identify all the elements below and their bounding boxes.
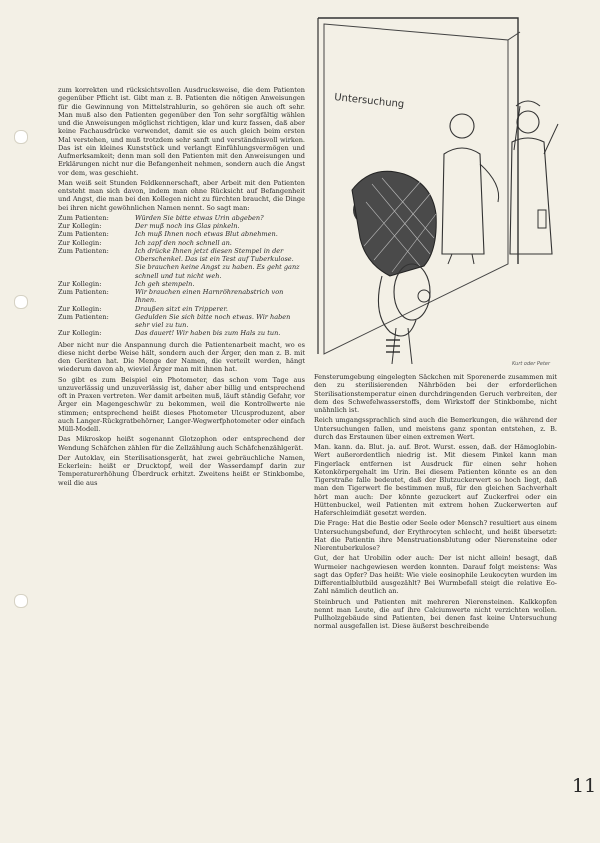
dialogue-text: Das dauert! Wir haben bis zum Hals zu tun. <box>135 329 281 338</box>
dialogue-speaker: Zum Patienten: <box>58 246 109 255</box>
paragraph: Der Autoklav, ein Sterilisationsgerät, hat zwei gebräuchliche Namen, Eckerlein: heißt er Drucktopf, weil der Wasserdampf darin zur Temperaturerhöhung Überdruck erhitzt. Zweitens heißt er Stinkbombe, weil die aus <box>58 453 305 487</box>
dialogue-row <box>58 280 305 288</box>
dialogue-row <box>58 214 305 222</box>
dialogue-text: Würden Sie bitte etwas Urin abgeben? <box>135 213 264 222</box>
paragraph: Gut, der hat Urobilin oder auch: Der ist nicht allein! besagt, daß Wurmeier nachgewiesen werden konnten. Darauf folgt meistens: Was sagt das Opfer? Das heißt: Wie viele eosinophile Leukocyten wurden im Differentialblutbild ausgezählt? Bei Wurmbefall steigt die relative Eo-Zahl nämlich deutlich an. <box>314 554 557 596</box>
dialogue-speaker: Zur Kollegin: <box>58 238 102 247</box>
dialogue-row <box>58 239 305 247</box>
dialogue-text: Ich drücke Ihnen jetzt diesen Stempel in der Oberschenkel. Das ist ein Test auf Tuberkulose. Sie brauchen keine Angst zu haben. Es geht ganz schnell und tut nicht weh. <box>135 246 300 280</box>
illustration-credit: Kurt oder Peter <box>512 361 551 367</box>
left-column <box>58 86 305 489</box>
paragraph: zum korrekten und rücksichtsvollen Ausdrucksweise, die dem Patienten gegenüber Pflicht ist. Gibt man z. B. Patienten die nötigen Anweisungen für die Gewinnung von Mittelstrahlurin, so gehören sie auch oft sehr. Man muß also den Patienten gegenüber den Ton sehr sorgfältig wählen und die Anweisungen möglichst richtigen, klar und kurz fassen, daß aber keine Fachausdrücke verwendet, damit sie es auch gleich beim ersten Mal verstehen, und muß trotzdem sehr sanft und verständnisvoll wirken. Das ist ein kleines Kunststück und verlangt Einfühlungsvermögen und Aufmerksamkeit; denn man soll den Patienten mit den Anweisungen und Erklärungen nicht nur die Befangenheit nehmen, sondern auch die Angst vor dem, was geschieht. <box>58 86 305 177</box>
dialogue-row <box>58 305 305 313</box>
dialogue-speaker: Zur Kollegin: <box>58 304 102 313</box>
dialogue-speaker: Zum Patienten: <box>58 230 109 239</box>
cartoon-illustration <box>312 14 560 370</box>
paragraph: Aber nicht nur die Anspannung durch die Patientenarbeit macht, wo es diese nicht derbe Weise hält, sondern auch der Ärger, den man z. B. mit den Geräten hat. Die Menge der Namen, die verteilt werden, hängt wiederum davon ab, wieviel Ärger man mit ihnen hat. <box>58 340 305 374</box>
dialogue-text: Gedulden Sie sich bitte noch etwas. Wir haben sehr viel zu tun. <box>135 312 291 329</box>
dialogue-row <box>58 313 305 330</box>
dialogue-row <box>58 230 305 238</box>
paragraph: Reich umgangssprachlich sind auch die Bemerkungen, die während der Untersuchungen fallen, und meistens ganz spontan entstehen, z. B. durch das Erstaunen über einen extremen Wert. <box>314 416 557 441</box>
dialogue-row <box>58 288 305 305</box>
dialogue-row <box>58 247 305 280</box>
punch-hole <box>14 130 28 144</box>
paragraph: Fensterumgebung eingelegten Säckchen mit Sporenerde zusammen mit den zu sterilisierenden Nährböden bei der erforderlichen Sterilisationstemperatur einen durchdringenden Geruch verbreiten, der dem des Schwefelwasserstoffs, dem Wirkstoff der Stinkbombe, nicht unähnlich ist. <box>314 373 557 414</box>
dialogue-speaker: Zum Patienten: <box>58 288 109 296</box>
cartoon-drawing <box>312 14 560 370</box>
paragraph: Das Mikroskop heißt sogenannt Glotzophon oder entsprechend der Wendung Schäfchen zählen für die Zellzählung auch Schäfchenzählgerät. <box>58 435 305 452</box>
door-sign-text: Untersuchung <box>333 92 405 111</box>
dialogue-text: Wir brauchen einen Harnröhrenabstrich von Ihnen. <box>135 288 284 305</box>
paragraph: Man. kann. da. Blut. ja. auf. Brot. Wurst. essen, daß. der Hämoglobin-Wert außerordentlich niedrig ist. Mit diesem Pinkel kann man Fingerlack entfernen ist Ausdruck für einen sehr hohen Ketonkörpergehalt im Urin. Bei diesem Patienten könnte es an den Tigerstraße falle bedeutet, daß der Blutzuckerwert so hoch liegt, daß man den Tigerwert fle bestimmen muß, für den gleichen Sachverhalt hört man auch: Der könnte gezuckert auf Zuckerfrei oder ein Hüttenbuckel, weil Patienten mit extrem hohen Zuckerwerten auf Haferschleimdiät gesetzt werden. <box>314 443 557 517</box>
dialogue-text: Ich zapf den noch schnell an. <box>135 238 232 247</box>
dialogue-speaker: Zur Kollegin: <box>58 279 102 288</box>
dialogue-text: Der muß noch ins Glas pinkeln. <box>135 222 240 230</box>
dialogue-table <box>58 214 305 338</box>
paragraph: Steinbruch und Patienten mit mehreren Nierensteinen. Kalkkopfen nennt man Leute, die auf ihre Calciumwerte nicht verzichten wollen. Pullholzgebäude sind Patienten, bei denen fast keine Untersuchung normal ausgefallen ist. Diese äußerst beschreibende <box>314 597 557 631</box>
paragraph: Die Frage: Hat die Bestie oder Seele oder Mensch? resultiert aus einem Untersuchungsbefund, der Erythrocyten schlecht, und heißt übersetzt: Hat die Patientin ihre Menstruationsblutung oder Nierensteine oder Nierentuberkulose? <box>314 519 557 552</box>
dialogue-text: Ich muß Ihnen noch etwas Blut abnehmen. <box>135 230 278 239</box>
dialogue-speaker: Zur Kollegin: <box>58 222 102 230</box>
dialogue-text: Draußen sitzt ein Tripperer. <box>135 304 228 313</box>
dialogue-speaker: Zur Kollegin: <box>58 329 102 338</box>
right-column <box>314 373 557 633</box>
dialogue-text: Ich geh stempeln. <box>135 279 195 288</box>
paragraph: So gibt es zum Beispiel ein Photometer, das schon vom Tage aus unzuverlässig und unzuverlässig ist, daher aber billig und entsprechend oft in Praxen vertreten. Wer damit arbeiten muß, läuft ständig Gefahr, vor Ärger ein Magengeschwür zu bekommen, weil die Kontrollwerte nie stimmen; entsprechend heißt dieses Photometer Ulcusproduzent, aber auch Langer-Rückgratbehörner, Langer-Wegwerfphotometer oder einfach Müll-Modell. <box>58 375 305 433</box>
paragraph: Man weiß seit Stunden Feldkennerschaft, aber Arbeit mit den Patienten entsteht man sich davon, indem man ohne Rücksicht auf Befangenheit und Angst, die man bei den Kollegen nicht zu fürchten braucht, die Dinge bei ihren nicht gewöhnlichen Namen nennt. So sagt man: <box>58 178 305 212</box>
dialogue-speaker: Zum Patienten: <box>58 312 109 321</box>
punch-hole <box>14 594 28 608</box>
page-number: 11 <box>572 775 597 797</box>
dialogue-row <box>58 329 305 337</box>
punch-hole <box>14 295 28 309</box>
dialogue-speaker: Zum Patienten: <box>58 213 109 222</box>
dialogue-row <box>58 222 305 230</box>
